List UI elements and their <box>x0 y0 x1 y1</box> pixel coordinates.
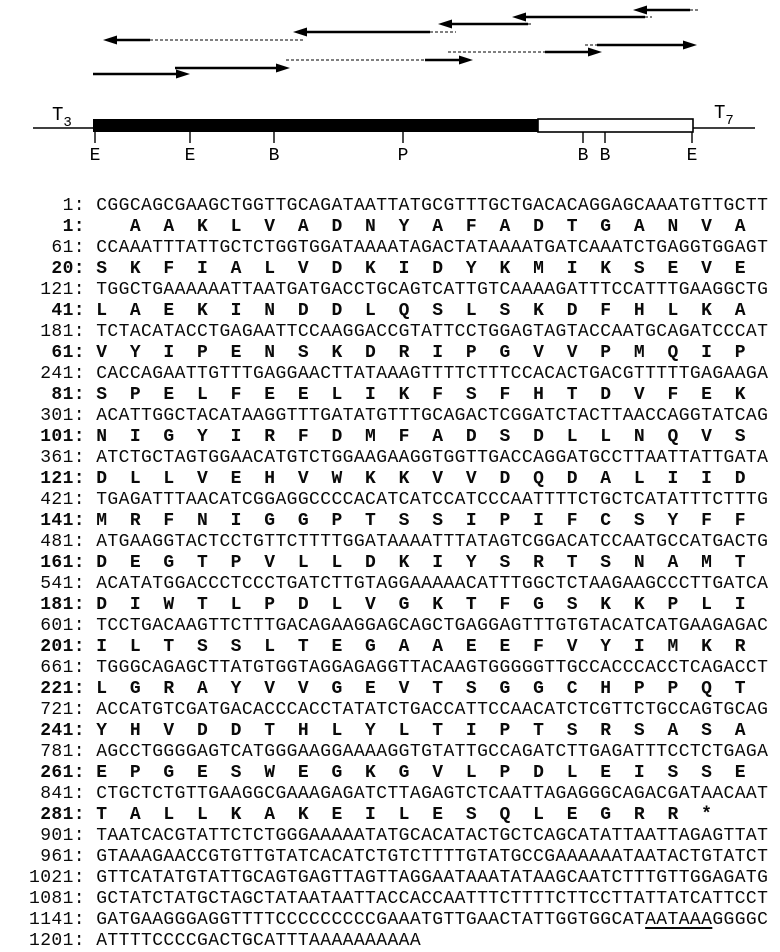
nt-sequence-text: ATGAAGGTACTCCTGTTCTTTTGGATAAAATTTATAGTCGGACATCCAATGCCATGACTG <box>96 532 769 552</box>
nucleotide-line <box>29 574 768 595</box>
nt-sequence-text: TCTACATACCTGAGAATTCCAAGGACCGTATTCCTGGAGTAGTACCAATGCAGATCCCAT <box>96 322 769 342</box>
line-number: 1: <box>29 196 97 216</box>
amino-acid-line <box>29 805 768 826</box>
aa-sequence-text: D L L V E H V W K K V V D Q D A L I I D <box>96 469 746 489</box>
line-number: 261: <box>29 763 97 783</box>
line-number: 901: <box>29 826 97 846</box>
amino-acid-line <box>29 763 768 784</box>
nucleotide-line <box>29 889 768 910</box>
line-number: 20: <box>29 259 97 279</box>
nt-sequence-text: CTGCTCTGTTGAAGGCGAAAGAGATCTTAGAGTCTCAATTAGAGGGCAGACGATAACAAT <box>96 784 769 804</box>
amino-acid-line <box>29 217 768 238</box>
line-number: 361: <box>29 448 97 468</box>
arrowhead-right-icon <box>459 56 473 65</box>
sequencing-arrow <box>286 56 473 65</box>
aa-sequence-text: T A L L K A K E I L E S Q L E G R R * <box>96 805 713 825</box>
line-number: 1081: <box>29 889 97 909</box>
line-number: 781: <box>29 742 97 762</box>
line-number: 601: <box>29 616 97 636</box>
restriction-map <box>0 95 780 195</box>
arrowhead-right-icon <box>176 70 190 79</box>
nucleotide-line <box>29 931 768 952</box>
arrowhead-left-icon <box>438 20 452 29</box>
amino-acid-line <box>29 385 768 406</box>
nt-sequence-text: GCTATCTATGCTAGCTATAATAATTACCACCAATTTCTTTTCTTCCTTATTATCATTCCT <box>96 889 769 909</box>
nucleotide-line <box>29 322 768 343</box>
sequencing-arrow <box>585 41 697 50</box>
sequencing-arrow <box>93 70 190 79</box>
aa-sequence-text: L G R A Y V V G E V T S G G C H P P Q T <box>96 679 746 699</box>
line-number: 241: <box>29 364 97 384</box>
nucleotide-line <box>29 364 768 385</box>
arrowhead-left-icon <box>293 28 307 37</box>
nt-sequence-text: AGCCTGGGGAGTCATGGGAAGGAAAAGGTGTATTGCCAGATCTTGAGATTTCCTCTGAGA <box>96 742 769 762</box>
nt-sequence-text: TGGCTGAAAAAATTAATGATGACCTGCAGTCATTGTCAAAAGATTTCCATTTGAAGGCTG <box>96 280 769 300</box>
aa-sequence-text: Y H V D D T H L Y L T I P T S R S A S A <box>96 721 746 741</box>
line-number: 1: <box>29 217 97 237</box>
line-number: 121: <box>29 280 97 300</box>
aa-sequence-text: D E G T P V L L D K I Y S R T S N A M T <box>96 553 746 573</box>
restriction-site-label: E <box>184 146 196 166</box>
restriction-site-label: B <box>599 146 611 166</box>
line-number: 1021: <box>29 868 97 888</box>
coding-region-bar <box>93 119 538 132</box>
nt-sequence-text: ACATATGGACCCTCCCTGATCTTGTAGGAAAAACATTTGGCTCTAAGAAGCCCTTGATCA <box>96 574 769 594</box>
line-number: 1201: <box>29 931 97 951</box>
nt-sequence-text: CGGCAGCGAAGCTGGTTGCAGATAATTATGCGTTTGCTGACACAGGAGCAAATGTTGCTT <box>96 196 769 216</box>
line-number: 181: <box>29 595 97 615</box>
line-number: 121: <box>29 469 97 489</box>
restriction-site-label: P <box>397 146 409 166</box>
sequencing-arrow <box>448 48 602 57</box>
nucleotide-line <box>29 826 768 847</box>
sequencing-arrow <box>293 28 456 37</box>
line-number: 281: <box>29 805 97 825</box>
amino-acid-line <box>29 595 768 616</box>
line-number: 161: <box>29 553 97 573</box>
nucleotide-line <box>29 868 768 889</box>
nucleotide-line <box>29 490 768 511</box>
line-number: 61: <box>29 343 97 363</box>
line-number: 541: <box>29 574 97 594</box>
nt-sequence-text: ATCTGCTAGTGGAACATGTCTGGAAGAAGGTGGTTGACCAGGATGCCTTAATTATTGATA <box>96 448 769 468</box>
arrowhead-left-icon <box>512 13 526 22</box>
line-number: 181: <box>29 322 97 342</box>
line-number: 81: <box>29 385 97 405</box>
sequencing-arrow <box>438 20 532 29</box>
arrowhead-right-icon <box>588 48 602 57</box>
nt-sequence-text: GTTCATATGTATTGCAGTGAGTTAGTTAGGAATAAATATAAGCAATCTTTGTTGGAGATG <box>96 868 769 888</box>
nt-sequence-text: TGGGCAGAGCTTATGTGGTAGGAGAGGTTACAAGTGGGGGTTGCCACCCACCTCAGACCT <box>96 658 769 678</box>
amino-acid-line <box>29 301 768 322</box>
line-number: 661: <box>29 658 97 678</box>
restriction-site-label: B <box>268 146 280 166</box>
line-number: 421: <box>29 490 97 510</box>
sequencing-strategy-arrows <box>0 0 780 95</box>
amino-acid-line <box>29 343 768 364</box>
restriction-site-label: E <box>686 146 698 166</box>
amino-acid-line <box>29 679 768 700</box>
line-number: 241: <box>29 721 97 741</box>
nucleotide-line <box>29 847 768 868</box>
aa-sequence-text: L A E K I N D D L Q S L S K D F H L K A <box>96 301 746 321</box>
nucleotide-line <box>29 532 768 553</box>
nucleotide-line <box>29 700 768 721</box>
line-number: 101: <box>29 427 97 447</box>
nt-sequence-text: CCAAATTTATTGCTCTGGTGGATAAAATAGACTATAAAATGATCAAATCTGAGGTGGAGT <box>96 238 769 258</box>
restriction-site-label: B <box>577 146 589 166</box>
sequence-listing <box>29 196 768 952</box>
nt-sequence-text: TAATCACGTATTCTCTGGGAAAAATATGCACATACTGCTCAGCATATTAATTAGAGTTAT <box>96 826 769 846</box>
amino-acid-line <box>29 259 768 280</box>
amino-acid-line <box>29 511 768 532</box>
nucleotide-line <box>29 658 768 679</box>
amino-acid-line <box>29 553 768 574</box>
polyadenylation-signal: AATAAA <box>645 910 713 930</box>
line-number: 141: <box>29 511 97 531</box>
aa-sequence-text: D I W T L P D L V G K T F G S K K P L I <box>96 595 746 615</box>
sequencing-arrow <box>633 6 698 15</box>
nt-sequence-text: TGAGATTTAACATCGGAGGCCCCACATCATCCATCCCAATTTTCTGCTCATATTTCTTTG <box>96 490 769 510</box>
nt-sequence-text: CACCAGAATTGTTTGAGGAACTTATAAAGTTTTCTTTCCACACTGACGTTTTTGAGAAGA <box>96 364 769 384</box>
sequencing-arrow <box>103 36 303 45</box>
aa-sequence-text: S P E L F E E L I K F S F H T D V F E K <box>96 385 746 405</box>
aa-sequence-text: N I G Y I R F D M F A D S D L L N Q V S <box>96 427 746 447</box>
line-number: 201: <box>29 637 97 657</box>
arrowhead-right-icon <box>683 41 697 50</box>
t3-promoter-label: $T_3$ <box>52 104 72 131</box>
sequencing-arrow <box>175 64 290 73</box>
line-number: 481: <box>29 532 97 552</box>
aa-sequence-text: M R F N I G G P T S S I P I F C S Y F F <box>96 511 746 531</box>
amino-acid-line <box>29 637 768 658</box>
aa-sequence-text: S K F I A L V D K I D Y K M I K S E V E <box>96 259 746 279</box>
line-number: 301: <box>29 406 97 426</box>
nt-sequence-text: ACCATGTCGATGACACCCACCTATATCTGACCATTCCAACATCTCGTTCTGCCAGTGCAG <box>96 700 769 720</box>
t7-promoter-label: $T_7$ <box>714 102 734 129</box>
line-number: 961: <box>29 847 97 867</box>
nt-sequence-text: ACATTGGCTACATAAGGTTTGATATGTTTGCAGACTCGGATCTACTTAACCAGGTATCAG <box>96 406 769 426</box>
line-number: 1141: <box>29 910 97 930</box>
amino-acid-line <box>29 469 768 490</box>
nucleotide-line <box>29 196 768 217</box>
nt-sequence-text: GTAAAGAACCGTGTTGTATCACATCTGTCTTTTGTATGCCGAAAAAATAATACTGTATCT <box>96 847 769 867</box>
aa-sequence-text: I L T S S L T E G A A E E F V Y I M K R <box>96 637 746 657</box>
amino-acid-line <box>29 721 768 742</box>
nucleotide-line <box>29 616 768 637</box>
line-number: 841: <box>29 784 97 804</box>
nucleotide-line <box>29 784 768 805</box>
nucleotide-line <box>29 406 768 427</box>
nucleotide-line <box>29 910 768 931</box>
line-number: 61: <box>29 238 97 258</box>
aa-sequence-text: E P G E S W E G K G V L P D L E I S S E <box>96 763 746 783</box>
nucleotide-line <box>29 742 768 763</box>
nucleotide-line <box>29 448 768 469</box>
line-number: 41: <box>29 301 97 321</box>
nucleotide-line <box>29 280 768 301</box>
line-number: 221: <box>29 679 97 699</box>
nucleotide-line <box>29 238 768 259</box>
amino-acid-line <box>29 427 768 448</box>
aa-sequence-text: V Y I P E N S K D R I P G V V P M Q I P <box>96 343 746 363</box>
aa-sequence-text: A A K L V A D N Y A F A D T G A N V A <box>96 217 746 237</box>
arrowhead-left-icon <box>103 36 117 45</box>
arrowhead-right-icon <box>276 64 290 73</box>
line-number: 721: <box>29 700 97 720</box>
nt-sequence-text: ATTTTCCCCGACTGCATTTAAAAAAAAAA <box>96 931 422 951</box>
restriction-site-label: E <box>89 146 101 166</box>
arrowhead-left-icon <box>633 6 647 15</box>
nt-sequence-text: GATGAAGGGAGGTTTTCCCCCCCCCGAAATGTTGAACTATTGGTGGCATAATAAAGGGGC <box>96 910 769 930</box>
sequencing-arrow <box>512 13 652 22</box>
utr-region-bar <box>538 119 693 132</box>
nt-sequence-text: TCCTGACAAGTTCTTTGACAGAAGGAGCAGCTGAGGAGTTTGTGTACATCATGAAGAGAC <box>96 616 769 636</box>
